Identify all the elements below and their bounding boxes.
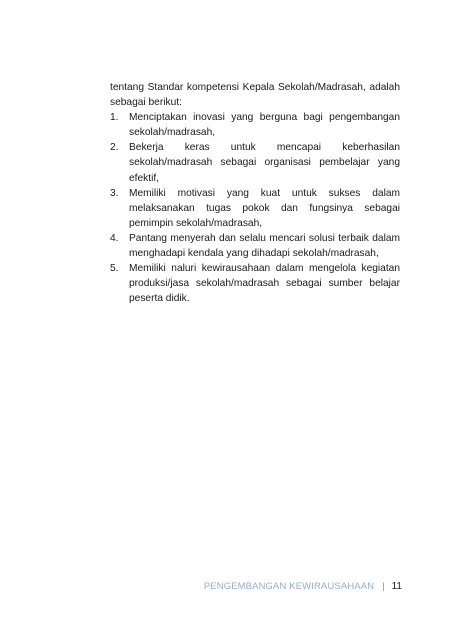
list-item <box>110 261 400 306</box>
list-item-text: Memiliki naluri kewirausahaan dalam mengelola kegiatan produksi/jasa sekolah/madrasah sebagai sumber belajar peserta didik. <box>129 263 400 305</box>
intro-paragraph: tentang Standar kompetensi Kepala Sekolah/Madrasah, adalah sebagai berikut: <box>110 82 400 109</box>
list-item <box>110 140 400 185</box>
list-item <box>110 186 400 231</box>
list-item-number: 1. <box>110 112 119 124</box>
list-item-text: Pantang menyerah dan selalu mencari solusi terbaik dalam menghadapi kendala yang dihadapi sekolah/madrasah, <box>129 232 400 260</box>
list-item-number: 5. <box>110 263 119 275</box>
list-item-text: Memiliki motivasi yang kuat untuk sukses dalam melaksanakan tugas pokok dan fungsinya sebagai pemimpin sekolah/madrasah, <box>129 187 400 229</box>
list-item-text: Bekerja keras untuk mencapai keberhasilan sekolah/madrasah sebagai organisasi pembelajar yang efektif, <box>129 142 400 184</box>
list-item <box>110 110 400 140</box>
footer-title: PENGEMBANGAN KEWIRAUSAHAAN <box>203 580 375 591</box>
list-item-text: Menciptakan inovasi yang berguna bagi pengembangan sekolah/madrasah, <box>129 112 400 139</box>
competency-list <box>110 110 400 306</box>
list-item <box>110 231 400 261</box>
list-item-number: 3. <box>110 187 119 199</box>
body-text <box>110 80 400 306</box>
list-item-number: 4. <box>110 232 119 244</box>
page-number: 11 <box>391 581 402 592</box>
page-footer <box>204 580 402 593</box>
footer-separator: | <box>382 580 385 591</box>
list-item-number: 2. <box>110 142 119 154</box>
